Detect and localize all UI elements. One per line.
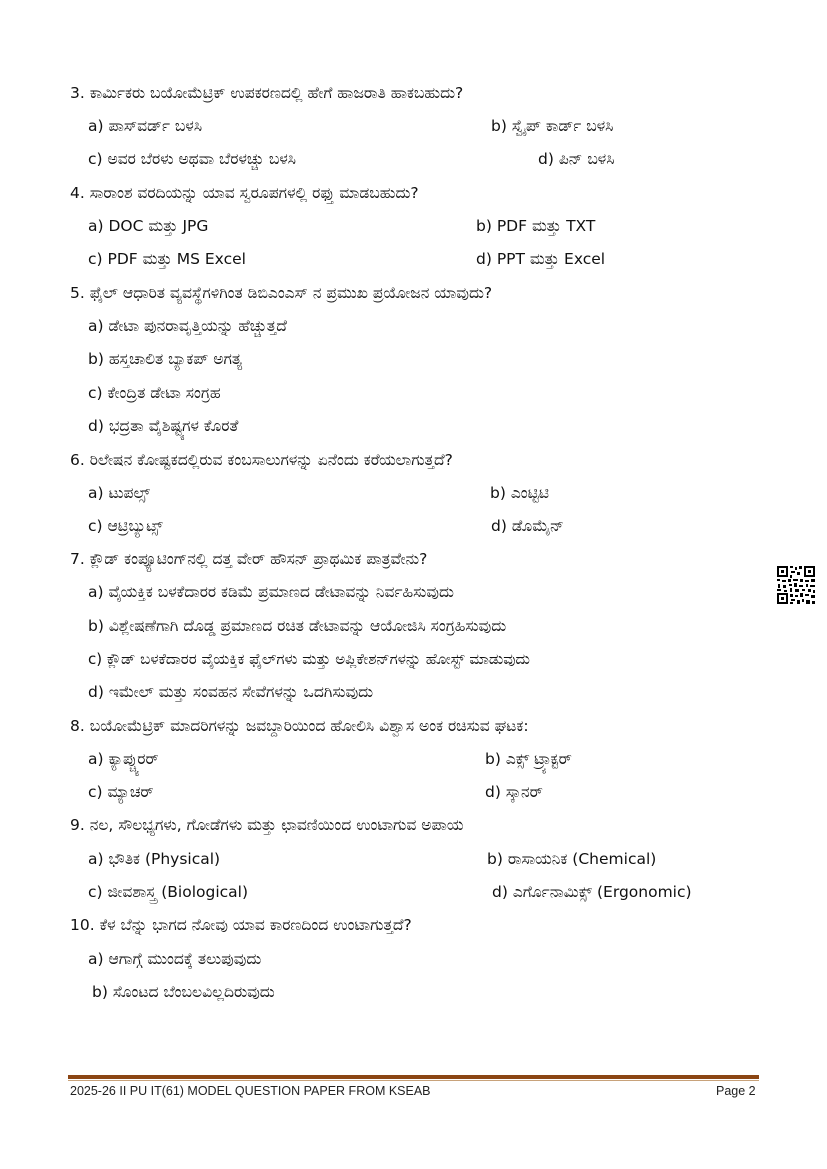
footer-rule-thick bbox=[68, 1075, 759, 1079]
q7-option-c: c) ಕ್ಲೌಡ್ ಬಳಕೆದಾರರ ವೈಯಕ್ತಿಕ ಫೈಲ್‌ಗಳು ಮತ್ತು ಅಪ್ಲಿಕೇಶನ್‌ಗಳನ್ನು ಹೋಸ್ಟ್ ಮಾಡುವುದು bbox=[88, 650, 530, 668]
q6-option-a: a) ಟುಪಲ್ಸ್ bbox=[88, 484, 151, 502]
q10-option-b: b) ಸೊಂಟದ ಬೆಂಬಲವಿಲ್ಲದಿರುವುದು bbox=[92, 983, 275, 1001]
q9-option-c: c) ಜೀವಶಾಸ್ತ್ರ (Biological) bbox=[88, 883, 249, 901]
q4-option-b: b) PDF ಮತ್ತು TXT bbox=[476, 217, 596, 235]
q4-option-d: d) PPT ಮತ್ತು Excel bbox=[476, 250, 606, 268]
q5-option-c: c) ಕೇಂದ್ರಿತ ಡೇಟಾ ಸಂಗ್ರಹ bbox=[88, 384, 221, 402]
footer-page-number: Page 2 bbox=[716, 1084, 756, 1098]
question-9: 9. ನಲ, ಸೌಲಭ್ಯಗಳು, ಗೋಡೆಗಳು ಮತ್ತು ಛಾವಣಿಯಿಂದ ಉಂಟಾಗುವ ಅಪಾಯ bbox=[70, 816, 464, 834]
qr-code-icon bbox=[776, 565, 816, 605]
q7-option-a: a) ವೈಯಕ್ತಿಕ ಬಳಕೆದಾರರ ಕಡಿಮೆ ಪ್ರಮಾಣದ ಡೇಟಾವನ್ನು ನಿರ್ವಹಿಸುವುದು bbox=[88, 583, 454, 601]
q9-option-b: b) ರಾಸಾಯನಿಕ (Chemical) bbox=[487, 850, 657, 868]
q10-option-a: a) ಆಗಾಗ್ಗೆ ಮುಂದಕ್ಕೆ ತಲುಪುವುದು bbox=[88, 950, 262, 968]
q4-option-c: c) PDF ಮತ್ತು MS Excel bbox=[88, 250, 246, 268]
q5-option-d: d) ಭದ್ರತಾ ವೈಶಿಷ್ಟ್ಯಗಳ ಕೊರತೆ bbox=[88, 417, 239, 435]
q6-option-c: c) ಆಟ್ರಿಬ್ಯುಟ್ಸ್ bbox=[88, 517, 163, 535]
q6-option-b: b) ಎಂಟ್ಟಿಟಿ bbox=[490, 484, 549, 502]
q9-option-a: a) ಭೌತಿಕ (Physical) bbox=[88, 850, 221, 868]
q3-option-b: b) ಸ್ವೈಪ್ ಕಾರ್ಡ್ ಬಳಸಿ bbox=[491, 117, 614, 135]
q5-option-b: b) ಹಸ್ತಚಾಲಿತ ಬ್ಯಾಕಪ್ ಅಗತ್ಯ bbox=[88, 350, 243, 368]
question-6: 6. ರಿಲೇಷನ ಕೋಷ್ಟಕದಲ್ಲಿರುವ ಕಂಬಸಾಲುಗಳನ್ನು ಏನೆಂದು ಕರೆಯಲಾಗುತ್ತದೆ? bbox=[70, 451, 453, 469]
q3-option-c: c) ಅವರ ಬೆರಳು ಅಥವಾ ಬೆರಳಚ್ಚು ಬಳಸಿ bbox=[88, 150, 296, 168]
q8-option-b: b) ಎಕ್ಸ್ ಟ್ರ್ಯಾಕ್ಟರ್ bbox=[485, 750, 572, 768]
question-4: 4. ಸಾರಾಂಶ ವರದಿಯನ್ನು ಯಾವ ಸ್ವರೂಪಗಳಲ್ಲಿ ರಫ್ತು ಮಾಡಬಹುದು? bbox=[70, 184, 419, 202]
q6-option-d: d) ಡೊಮೈನ್ bbox=[491, 517, 564, 535]
q8-option-a: a) ಕ್ಯಾಪ್ಚ್ಯುರರ್ bbox=[88, 750, 159, 768]
q8-option-c: c) ಮ್ಯಾಚರ್ bbox=[88, 783, 154, 801]
question-10: 10. ಕೆಳ ಬೆನ್ನು ಭಾಗದ ನೋವು ಯಾವ ಕಾರಣದಿಂದ ಉಂಟಾಗುತ್ತದೆ? bbox=[70, 916, 412, 934]
question-3: 3. ಕಾರ್ಮಿಕರು ಬಯೋಮೆಟ್ರಿಕ್ ಉಪಕರಣದಲ್ಲಿ ಹೇಗೆ ಹಾಜರಾತಿ ಹಾಕಬಹುದು? bbox=[70, 84, 464, 102]
q4-option-a: a) DOC ಮತ್ತು JPG bbox=[88, 217, 209, 235]
q8-option-d: d) ಸ್ಕಾನರ್ bbox=[485, 783, 543, 801]
question-8: 8. ಬಯೋಮೆಟ್ರಿಕ್ ಮಾದರಿಗಳನ್ನು ಜವಬ್ದಾರಿಯಿಂದ ಹೋಲಿಸಿ ವಿಶ್ವಾಸ ಅಂಕ ರಚಿಸುವ ಘಟಕ: bbox=[70, 717, 529, 735]
footer-rule-thin bbox=[68, 1080, 759, 1081]
q3-option-d: d) ಪಿನ್ ಬಳಸಿ bbox=[538, 150, 615, 168]
q9-option-d: d) ಎರ್ಗೊನಾಮಿಕ್ಸ್ (Ergonomic) bbox=[492, 883, 692, 901]
q3-option-a: a) ಪಾಸ್‌ವರ್ಡ್ ಬಳಸಿ bbox=[88, 117, 203, 135]
q7-option-b: b) ವಿಶ್ಲೇಷಣೆಗಾಗಿ ದೊಡ್ಡ ಪ್ರಮಾಣದ ರಚಿತ ಡೇಟಾವನ್ನು ಆಯೋಜಿಸಿ ಸಂಗ್ರಹಿಸುವುದು bbox=[88, 617, 507, 635]
footer-title: 2025-26 II PU IT(61) MODEL QUESTION PAPER FROM KSEAB bbox=[70, 1084, 431, 1098]
q5-option-a: a) ಡೇಟಾ ಪುನರಾವೃತ್ತಿಯನ್ನು ಹೆಚ್ಚುತ್ತದೆ bbox=[88, 317, 287, 335]
question-5: 5. ಫೈಲ್ ಆಧಾರಿತ ವ್ಯವಸ್ಥೆಗಳಿಗಿಂತ ಡಿಬಿಎಂಎಸ್ ನ ಪ್ರಮುಖ ಪ್ರಯೋಜನ ಯಾವುದು? bbox=[70, 284, 493, 302]
question-7: 7. ಕ್ಲೌಡ್ ಕಂಪ್ಯೂಟಿಂಗ್‌ನಲ್ಲಿ ದತ್ತ ವೇರ್ ಹೌಸನ್ ಪ್ರಾಥಮಿಕ ಪಾತ್ರವೇನು? bbox=[70, 550, 428, 568]
q7-option-d: d) ಇಮೇಲ್ ಮತ್ತು ಸಂವಹನ ಸೇವೆಗಳನ್ನು ಒದಗಿಸುವುದು bbox=[88, 683, 374, 701]
